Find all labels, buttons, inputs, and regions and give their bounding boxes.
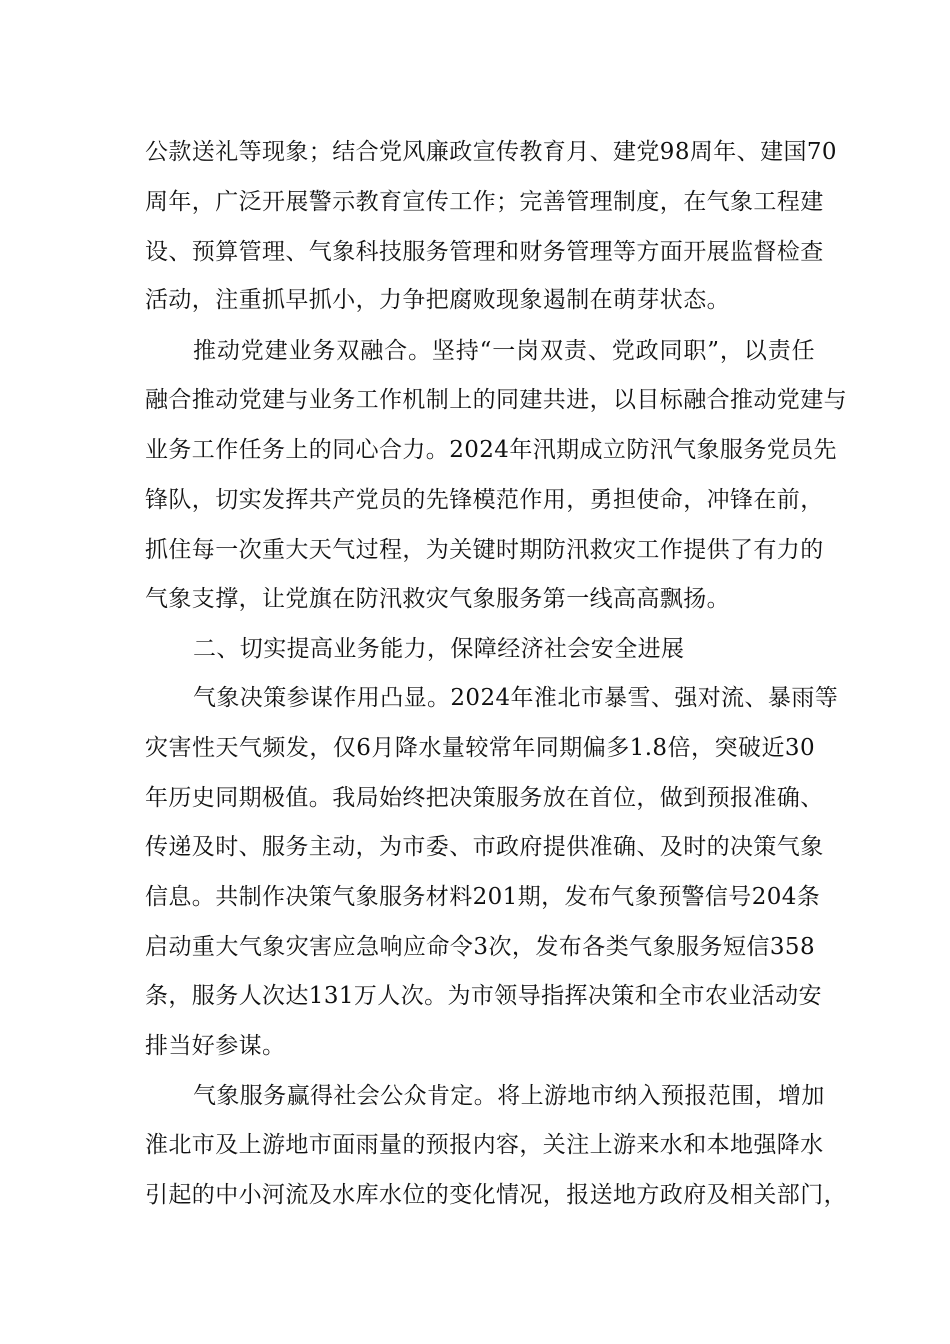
text-line-18: 条，服务人次达131万人次。为市领导指挥决策和全市农业活动安 [145, 983, 822, 1009]
paragraph-start-public-service: 气象服务赢得社会公众肯定。将上游地市纳入预报范围，增加 [193, 1083, 825, 1109]
text-line-17: 启动重大气象灾害应急响应命令3次，发布各类气象服务短信358 [145, 934, 815, 960]
text-line-21: 淮北市及上游地市面雨量的预报内容，关注上游来水和本地强降水 [145, 1132, 824, 1158]
text-line-7: 业务工作任务上的同心合力。2024年汛期成立防汛气象服务党员先 [145, 437, 837, 463]
text-line-13: 灾害性天气频发，仅6月降水量较常年同期偏多1.8倍，突破近30 [145, 735, 815, 761]
text-line-14: 年历史同期极值。我局始终把决策服务放在首位，做到预报准确、 [145, 785, 824, 811]
text-line-22: 引起的中小河流及水库水位的变化情况，报送地方政府及相关部门， [145, 1182, 847, 1208]
text-line-4: 活动，注重抓早抓小，力争把腐败现象遏制在萌芽状态。 [145, 287, 730, 313]
text-line-3: 设、预算管理、气象科技服务管理和财务管理等方面开展监督检查 [145, 239, 824, 265]
section-heading: 二、切实提高业务能力，保障经济社会安全进展 [193, 636, 685, 662]
text-line-15: 传递及时、服务主动，为市委、市政府提供准确、及时的决策气象 [145, 834, 824, 860]
text-line-2: 周年，广泛开展警示教育宣传工作；完善管理制度，在气象工程建 [145, 189, 824, 215]
paragraph-start-decision-service: 气象决策参谋作用凸显。2024年淮北市暴雪、强对流、暴雨等 [193, 685, 839, 711]
text-line-6: 融合推动党建与业务工作机制上的同建共进，以目标融合推动党建与 [145, 387, 847, 413]
text-line-9: 抓住每一次重大天气过程，为关键时期防汛救灾工作提供了有力的 [145, 537, 824, 563]
text-line-1: 公款送礼等现象；结合党风廉政宣传教育月、建党98周年、建国70 [145, 139, 837, 165]
text-line-8: 锋队，切实发挥共产党员的先锋模范作用，勇担使命，冲锋在前， [145, 487, 824, 513]
text-line-19: 排当好参谋。 [145, 1033, 286, 1059]
text-line-16: 信息。共制作决策气象服务材料201期，发布气象预警信号204条 [145, 884, 821, 910]
paragraph-start-party-business: 推动党建业务双融合。坚持“一岗双责、党政同职”，以责任 [193, 338, 815, 364]
text-line-10: 气象支撑，让党旗在防汛救灾气象服务第一线高高飘扬。 [145, 586, 730, 612]
